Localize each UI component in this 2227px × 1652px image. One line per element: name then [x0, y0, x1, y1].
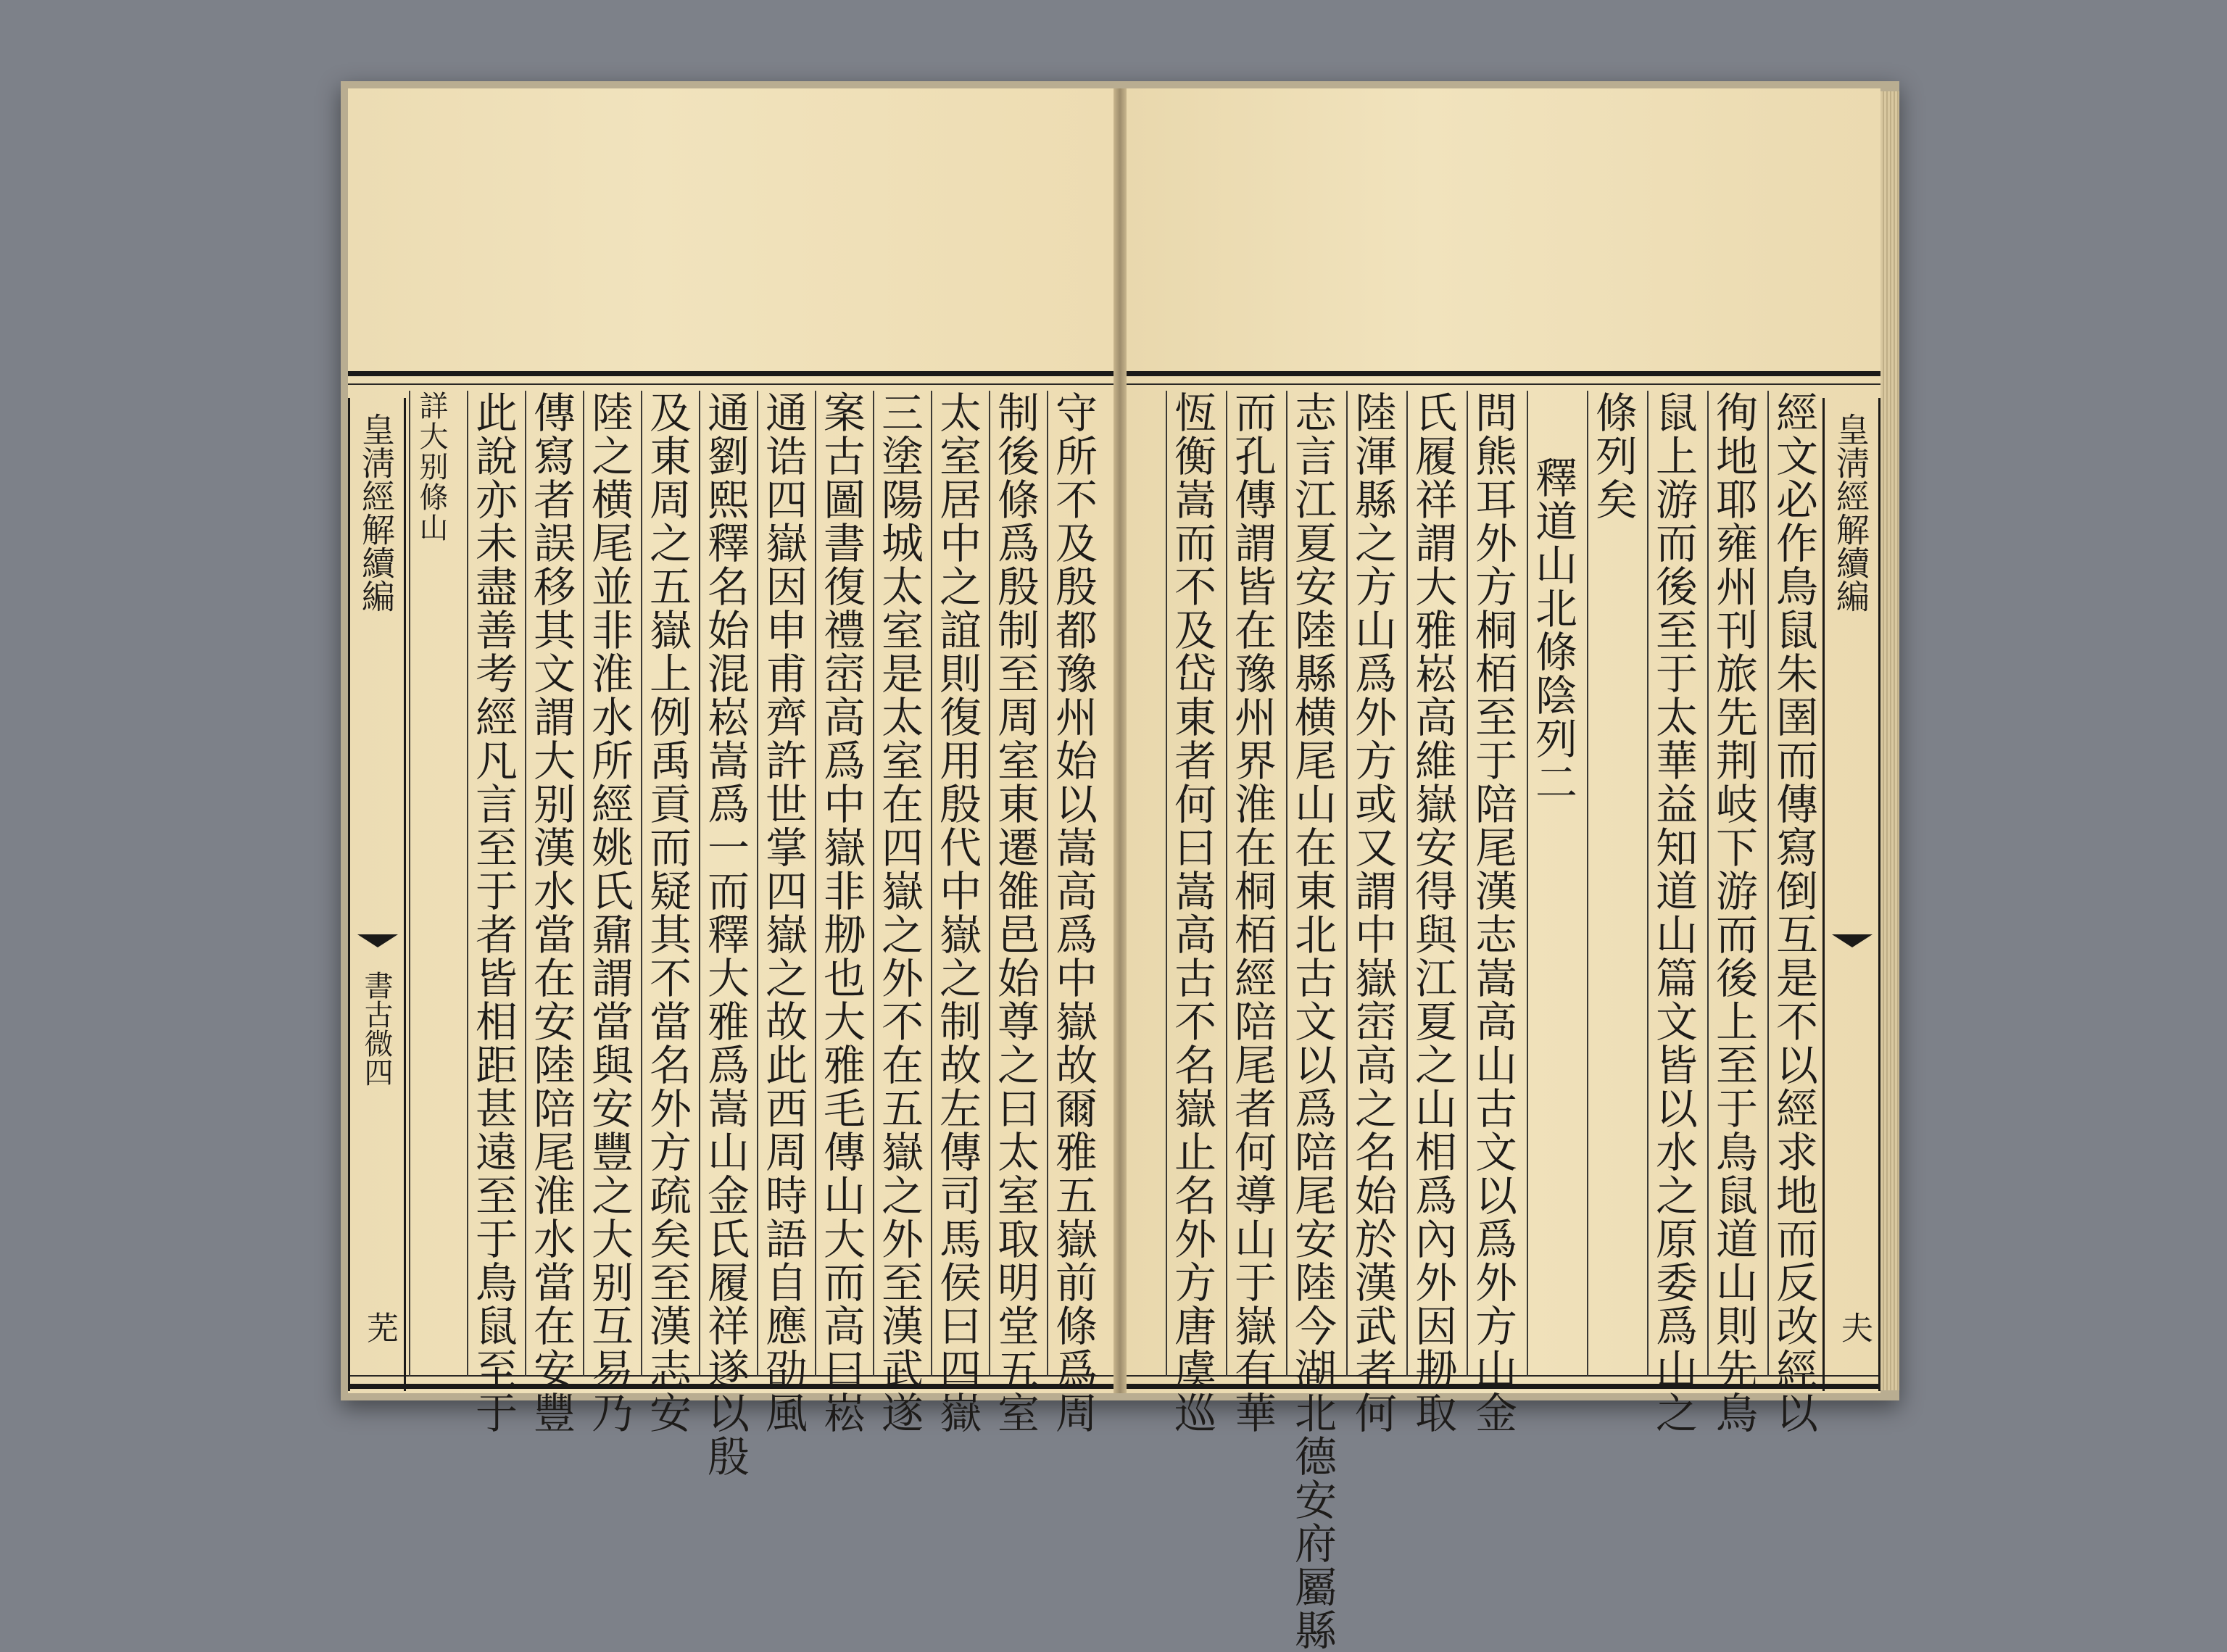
column-rule: [1467, 391, 1468, 1377]
column-rule: [1767, 391, 1769, 1377]
right-page-margin: [1822, 398, 1880, 1391]
text-column: 三塗陽城太室是太室在四嶽之外不在五嶽之外至漢武遂: [874, 391, 924, 1435]
text-column: 及東周之五嶽上例禹貢而疑其不當名外方疏矣至漢志安: [642, 391, 692, 1435]
text-column: 守所不及殷都豫州始以嵩高爲中嶽故爾雅五嶽前條爲周: [1048, 391, 1098, 1435]
page-edges: [1880, 91, 1899, 1390]
left-page-margin: [348, 398, 406, 1391]
folio-number: 夫: [1836, 1311, 1873, 1343]
column-rule: [989, 391, 990, 1377]
text-column: 通劉熙釋名始混崧嵩爲一而釋大雅爲嵩山金氏履祥遂以殷: [700, 391, 750, 1478]
column-rule: [815, 391, 816, 1377]
open-book: [341, 81, 1899, 1652]
column-rule: [757, 391, 758, 1377]
text-column: 此說亦未盡善考經凡言至于者皆相距甚遠至于鳥鼠至于: [468, 391, 518, 1435]
column-rule: [1587, 391, 1588, 1377]
text-column: 制後條爲殷制至周室東遷雒邑始尊之曰太室取明堂五室: [990, 391, 1040, 1435]
text-column: 而孔傳謂皆在豫州界淮在桐栢經陪尾者何導山于嶽有華: [1227, 391, 1277, 1435]
text-column: 陸渾縣之方山爲外方或又謂中嶽崈高之名始於漢武者何: [1348, 391, 1397, 1435]
column-rule: [1647, 391, 1649, 1377]
column-rule: [1527, 391, 1528, 1377]
right-text-frame: [1127, 371, 1880, 1652]
section-title: 書古微四: [360, 971, 393, 1087]
book-title: 皇淸經解續編: [1831, 412, 1870, 613]
column-rule: [1226, 391, 1227, 1377]
column-rule: [1286, 391, 1287, 1377]
text-column: 太室居中之誼則復用殷代中嶽之制故左傳司馬侯曰四嶽: [932, 391, 982, 1435]
book-title: 皇淸經解續編: [357, 412, 396, 613]
column-rule: [1166, 391, 1167, 1377]
column-rule: [467, 391, 468, 1377]
text-column: 釋道山北條陰列二: [1528, 456, 1577, 804]
text-column: 恆衡嵩而不及岱東者何曰嵩高古不名嶽止名外方唐虞巡: [1167, 391, 1216, 1435]
text-column: 傳寫者誤移其文謂大别漢水當在安陸陪尾淮水當在安豐: [526, 391, 576, 1435]
text-column: 志言江夏安陸縣横尾山在東北古文以爲陪尾安陸今湖北德安府屬縣: [1287, 391, 1337, 1652]
column-rule: [525, 391, 526, 1377]
column-rule: [1346, 391, 1348, 1377]
text-column: 經文必作鳥鼠朱圉而傳寫倒互是不以經求地而反改經以: [1769, 391, 1818, 1435]
fish-tail-mark: [1832, 934, 1873, 947]
column-rule: [1707, 391, 1709, 1377]
text-column: 案古圖書復禮崈高爲中嶽非刱也大雅毛傳山大而高曰崧: [816, 391, 866, 1435]
text-column: 徇地耶雍州刊旅先荆岐下游而後上至于鳥鼠道山則先鳥: [1709, 391, 1758, 1435]
column-rule: [1047, 391, 1048, 1377]
column-rule: [1406, 391, 1408, 1377]
folio-number: 芜: [361, 1311, 398, 1343]
text-column: 鼠上游而後至于太華益知道山篇文皆以水之原委爲山之: [1649, 391, 1698, 1435]
book-gutter: [1114, 88, 1127, 1393]
text-column: 陸之横尾並非淮水所經姚氏鼐謂當與安豐之大别互易乃: [584, 391, 634, 1435]
text-column: 詳大别條山: [415, 391, 448, 543]
column-rule: [409, 391, 410, 1377]
fish-tail-mark: [357, 934, 398, 947]
column-rule: [699, 391, 700, 1377]
text-column: 氏履祥謂大雅崧高維嶽安得與江夏之山相爲內外因刱取: [1408, 391, 1457, 1435]
column-rule: [641, 391, 642, 1377]
text-column: 通诰四嶽因申甫齊許世掌四嶽之故此西周時語自應劭風: [758, 391, 808, 1435]
column-rule: [931, 391, 932, 1377]
left-text-frame: [348, 371, 1114, 1478]
column-rule: [583, 391, 584, 1377]
left-page: [348, 88, 1114, 1478]
column-rule: [873, 391, 874, 1377]
right-page: [1127, 88, 1880, 1652]
text-column: 問熊耳外方桐栢至于陪尾漢志嵩高山古文以爲外方山金: [1468, 391, 1517, 1435]
text-column: 條列矣: [1588, 391, 1638, 521]
